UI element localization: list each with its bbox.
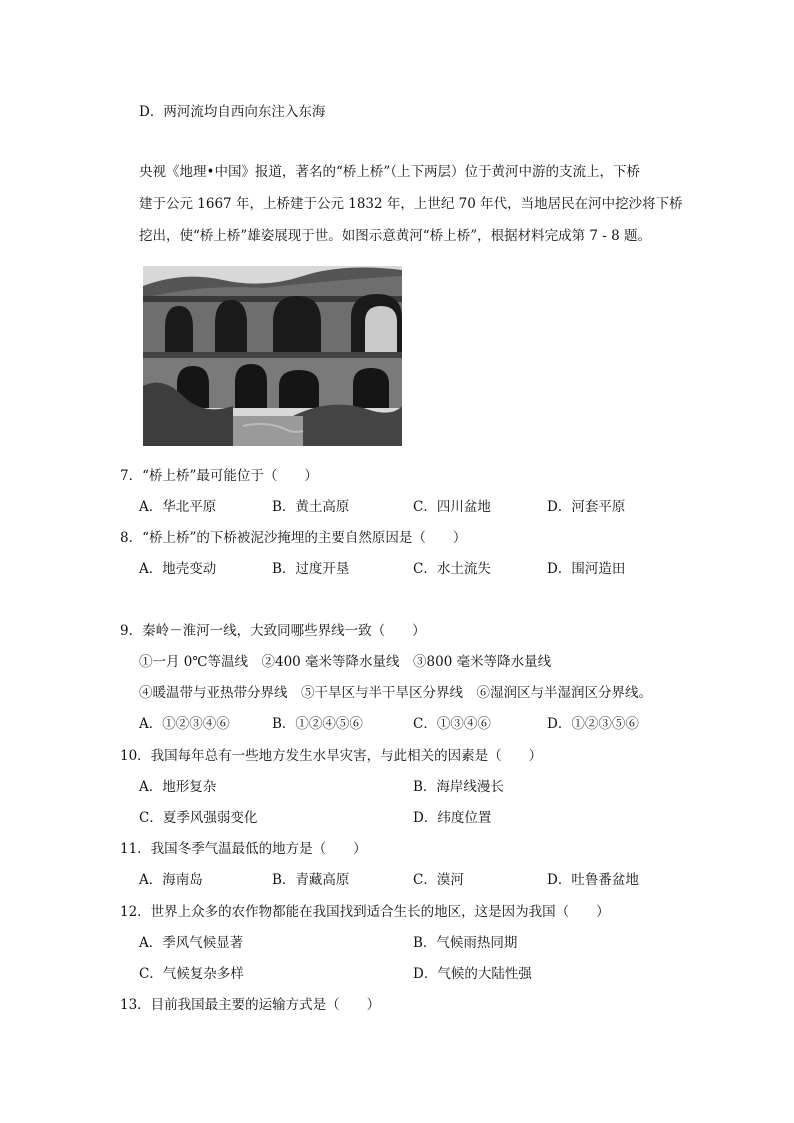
q10-option-a: A．地形复杂 — [139, 779, 217, 795]
q11-option-a: A．海南岛 — [139, 872, 203, 888]
q7-option-d: D．河套平原 — [547, 499, 626, 515]
prev-option-d: D．两河流均自西向东注入东海 — [139, 104, 326, 120]
q10-stem: 10．我国每年总有一些地方发生水旱灾害，与此相关的因素是（ ） — [120, 748, 543, 764]
q8-option-a: A．地壳变动 — [139, 561, 217, 577]
q9-option-c: C．①③④⑥ — [413, 716, 491, 732]
q9-option-d: D．①②③⑤⑥ — [547, 716, 639, 732]
q12-option-d: D．气候的大陆性强 — [413, 966, 532, 982]
q8-stem: 8．“桥上桥”的下桥被泥沙掩埋的主要自然原因是（ ） — [120, 530, 467, 546]
q7-option-b: B．黄土高原 — [272, 499, 350, 515]
q13-stem: 13．目前我国最主要的运输方式是（ ） — [120, 997, 381, 1013]
q10-option-c: C．夏季风强弱变化 — [139, 810, 258, 826]
q7-option-a: A．华北平原 — [139, 499, 217, 515]
passage-line-1: 央视《地理•中国》报道，著名的“桥上桥”（上下两层）位于黄河中游的支流上，下桥 — [139, 164, 641, 180]
q10-option-d: D．纬度位置 — [413, 810, 492, 826]
q11-option-d: D．吐鲁番盆地 — [547, 872, 639, 888]
q9-stem: 9．秦岭－淮河一线，大致同哪些界线一致（ ） — [120, 623, 426, 639]
passage-line-2: 建于公元 1667 年，上桥建于公元 1832 年，上世纪 70 年代，当地居民在河中挖沙将下桥 — [139, 196, 683, 212]
q9-items-line-1: ①一月 0℃等温线 ②400 毫米等降水量线 ③800 毫米等降水量线 — [139, 654, 552, 670]
q12-stem: 12．世界上众多的农作物都能在我国找到适合生长的地区，这是因为我国（ ） — [120, 904, 610, 920]
q9-option-b: B．①②④⑤⑥ — [272, 716, 363, 732]
q8-option-d: D．围河造田 — [547, 561, 626, 577]
q12-option-a: A．季风气候显著 — [139, 935, 244, 951]
q8-option-c: C．水土流失 — [413, 561, 491, 577]
q9-option-a: A．①②③④⑥ — [139, 716, 230, 732]
q12-option-b: B．气候雨热同期 — [413, 935, 518, 951]
q8-option-b: B．过度开垦 — [272, 561, 350, 577]
q11-option-c: C．漠河 — [413, 872, 464, 888]
q10-option-b: B．海岸线漫长 — [413, 779, 504, 795]
q9-items-line-2: ④暖温带与亚热带分界线 ⑤干旱区与半干旱区分界线 ⑥湿润区与半湿润区分界线。 — [139, 685, 652, 701]
q12-option-c: C．气候复杂多样 — [139, 966, 244, 982]
q11-option-b: B．青藏高原 — [272, 872, 350, 888]
bridge-photo — [143, 266, 402, 446]
q7-option-c: C．四川盆地 — [413, 499, 491, 515]
q11-stem: 11．我国冬季气温最低的地方是（ ） — [120, 841, 367, 857]
q7-stem: 7．“桥上桥”最可能位于（ ） — [120, 468, 318, 484]
passage-line-3: 挖出，使“桥上桥”雄姿展现于世。如图示意黄河“桥上桥”，根据材料完成第 7 - 8 题。 — [139, 228, 652, 244]
